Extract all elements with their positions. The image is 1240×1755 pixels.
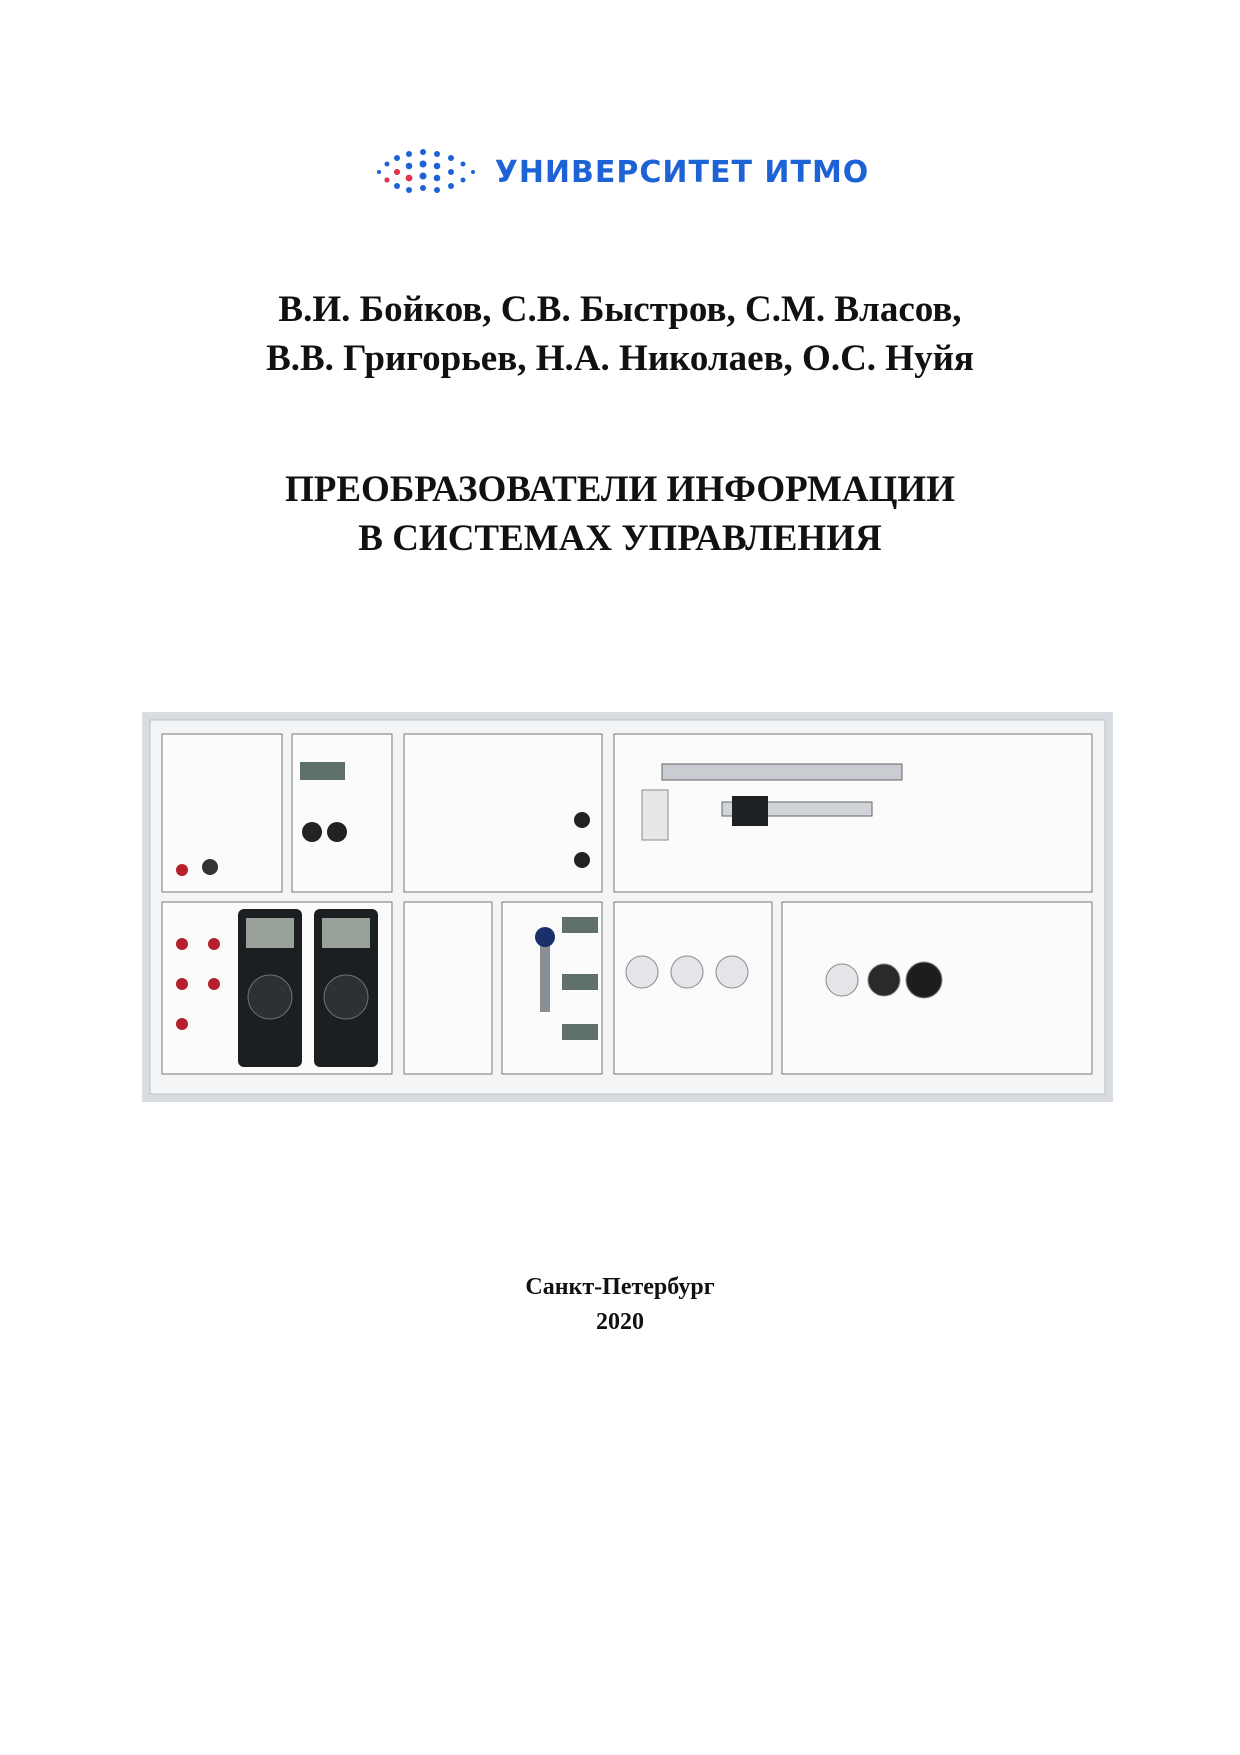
footer-year: 2020 <box>596 1309 644 1335</box>
footer <box>0 1270 1240 1340</box>
authors-line-1: В.И. Бойков, С.В. Быстров, С.М. Власов, <box>278 289 962 330</box>
logo-text: УНИВЕРСИТЕТ ИТМО <box>494 154 870 190</box>
itmo-dots-logo-icon <box>371 140 481 204</box>
lab-stand-photo <box>142 712 1113 1102</box>
title-line-1: ПРЕОБРАЗОВАТЕЛИ ИНФОРМАЦИИ <box>284 469 955 510</box>
university-logo <box>0 140 1240 204</box>
authors <box>0 285 1240 383</box>
book-title <box>0 465 1240 563</box>
authors-line-2: В.В. Григорьев, Н.А. Николаев, О.С. Нуйя <box>266 338 974 379</box>
title-line-2: В СИСТЕМАХ УПРАВЛЕНИЯ <box>358 518 882 559</box>
footer-city: Санкт-Петербург <box>525 1274 715 1300</box>
